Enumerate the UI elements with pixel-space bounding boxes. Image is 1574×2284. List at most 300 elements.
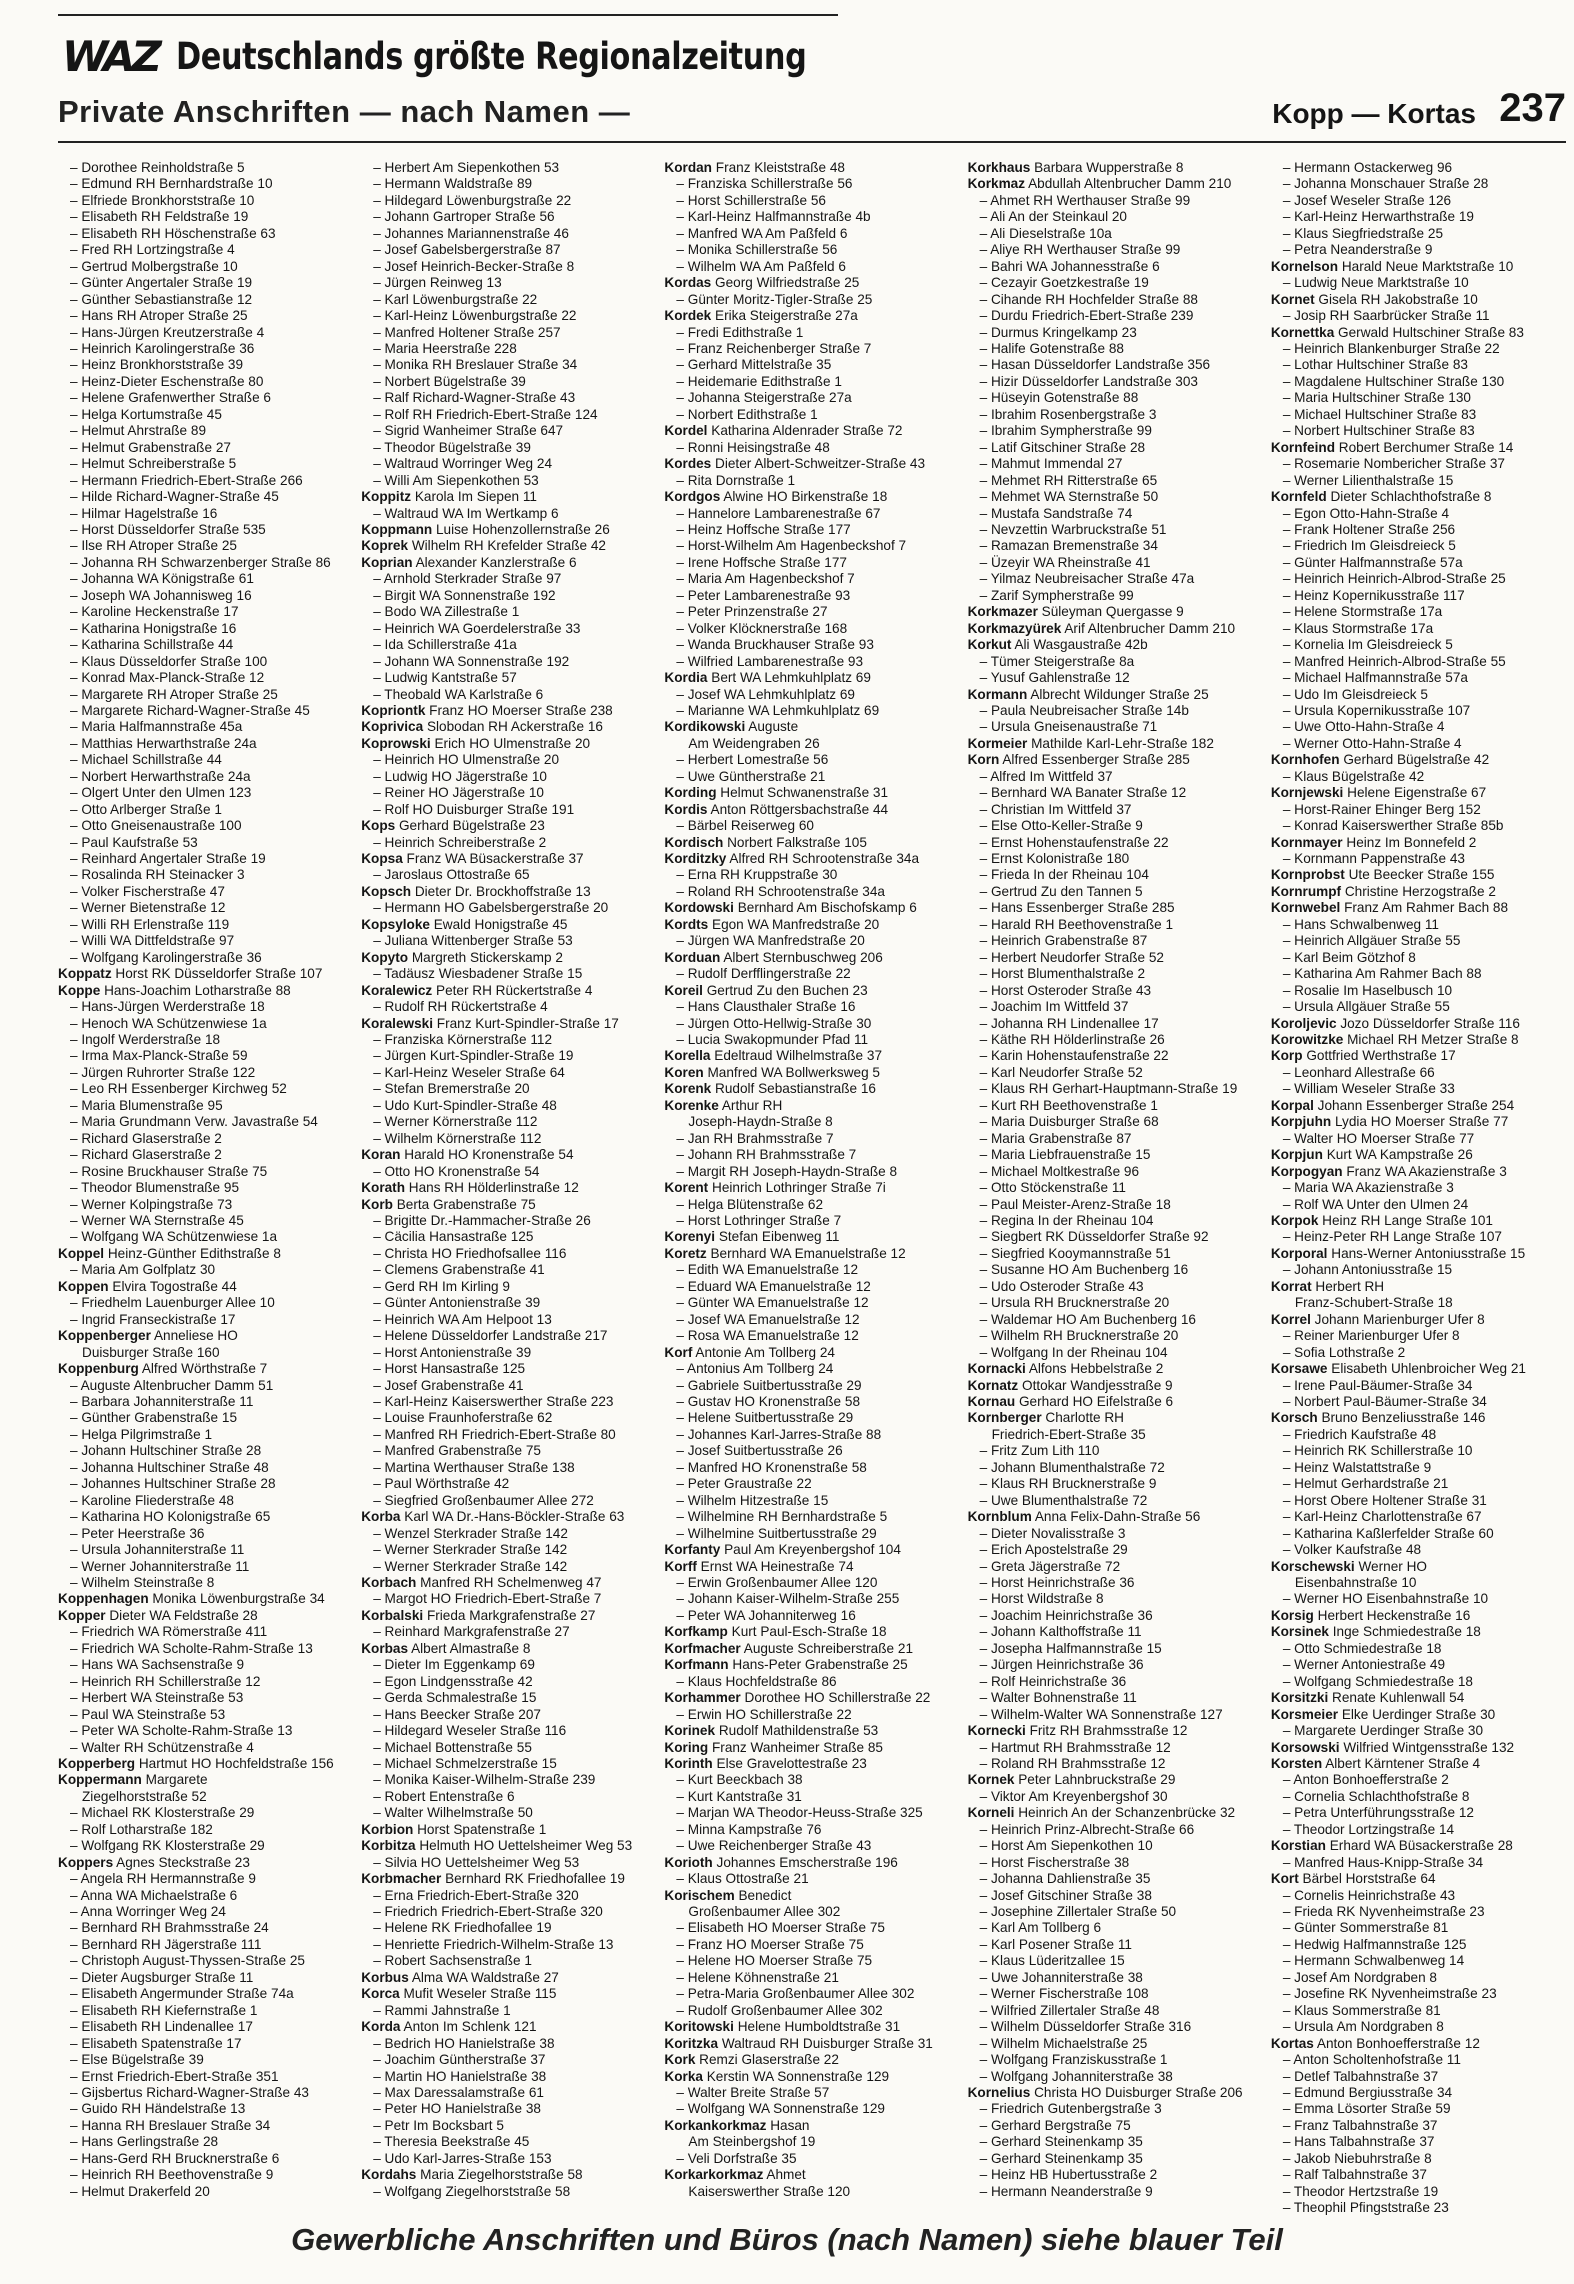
listing-entry <box>58 1262 353 1278</box>
dash-marker: – <box>1282 242 1295 258</box>
dash-marker: – <box>979 801 991 817</box>
dash-marker: – <box>70 1936 82 1952</box>
entry-text: Walter HO Moerser Straße 77 <box>1294 1130 1475 1146</box>
listing-entry <box>968 1394 1263 1410</box>
surname: Korpal <box>1270 1097 1314 1113</box>
surname: Korbion <box>361 1821 414 1837</box>
surname: Kopriontk <box>361 702 426 718</box>
entry-text: Heinrich Allgäuer Straße 55 <box>1294 933 1461 949</box>
dash-marker: – <box>373 1492 385 1508</box>
dash-marker: – <box>979 1048 991 1064</box>
dash-marker: – <box>70 538 82 554</box>
entry-text: Waldemar HO Am Buchenberg 16 <box>990 1311 1196 1327</box>
listing-entry <box>361 1888 656 1904</box>
listing-entry <box>968 193 1263 209</box>
entry-text: Magdalene Hultschiner Straße 130 <box>1294 373 1505 389</box>
listing-entry <box>58 259 353 275</box>
listing-entry <box>968 966 1263 982</box>
listing-entry <box>58 308 353 324</box>
listing-entry <box>361 1509 656 1525</box>
dash-marker: – <box>979 1706 991 1722</box>
dash-marker: – <box>676 538 688 554</box>
listing-entry <box>361 1443 656 1459</box>
entry-text: Franz WA Büsackerstraße 37 <box>406 851 584 867</box>
dash-marker: – <box>979 472 991 488</box>
dash-marker: – <box>70 587 82 603</box>
listing-entry <box>1271 2036 1566 2052</box>
entry-text: Wolfgang WA Schützenwiese 1a <box>81 1229 278 1245</box>
surname: Korsawe <box>1270 1361 1328 1377</box>
dash-marker: – <box>70 686 82 702</box>
dash-marker: – <box>676 225 688 241</box>
listing-entry <box>58 1410 353 1426</box>
listing-entry <box>58 1246 353 1262</box>
entry-text: Zarif Sympherstraße 99 <box>990 587 1134 603</box>
entry-text: Elisabeth RH Feldstraße 19 <box>81 209 249 225</box>
surname: Koppenburg <box>58 1361 139 1377</box>
listing-entry <box>664 1048 959 1064</box>
listing-entry <box>664 950 959 966</box>
surname: Koren <box>664 1064 704 1080</box>
entry-text: Maria Am Golfplatz 30 <box>81 1262 216 1278</box>
dash-marker: – <box>979 2002 991 2018</box>
listing-entry <box>361 1114 656 1130</box>
entry-text: Horst Am Siepenkothen 10 <box>990 1838 1153 1854</box>
entry-text: Michael Halfmannstraße 57a <box>1294 670 1468 686</box>
listing-entry <box>1271 752 1566 768</box>
entry-text: Norbert Paul-Bäumer-Straße 34 <box>1294 1393 1487 1409</box>
entry-text: Willi WA Dittfeldstraße 97 <box>81 933 235 949</box>
listing-entry <box>664 1789 959 1805</box>
entry-text: Edmund Bergiusstraße 34 <box>1294 2085 1453 2101</box>
listing-entry <box>58 1822 353 1838</box>
listing-entry <box>361 1575 656 1591</box>
entry-text: Alfred RH Schrootenstraße 34a <box>729 851 920 867</box>
dash-marker: – <box>70 439 82 455</box>
surname: Kork <box>664 2052 696 2068</box>
entry-text: Paul Wörthstraße 42 <box>384 1476 510 1492</box>
dash-marker: – <box>373 1377 385 1393</box>
entry-text: Günter WA Emanuelstraße 12 <box>687 1295 869 1311</box>
entry-text: Karl-Heinz Weseler Straße 64 <box>384 1064 565 1080</box>
listing-entry <box>1271 818 1566 834</box>
dash-marker: – <box>1282 1854 1295 1870</box>
listing-entry <box>968 1246 1263 1262</box>
surname: Koretz <box>664 1245 707 1261</box>
dash-marker: – <box>1282 1525 1295 1541</box>
entry-text: Peter WA Johanniterweg 16 <box>687 1607 856 1623</box>
dash-marker: – <box>70 1311 82 1327</box>
dash-marker: – <box>70 489 82 505</box>
entry-text: Helmut Drakerfeld 20 <box>81 2183 210 2199</box>
entry-text: Ludwig Kantstraße 57 <box>384 670 517 686</box>
dash-marker: – <box>676 390 688 406</box>
dash-marker: – <box>1282 1953 1295 1969</box>
entry-text: Hermann Ostackerweg 96 <box>1294 160 1453 175</box>
entry-text: Heinz RH Lange Straße 101 <box>1322 1213 1493 1228</box>
dash-marker: – <box>1282 1443 1295 1459</box>
listing-entry <box>361 637 656 653</box>
entry-text: Harald RH Beethovenstraße 1 <box>990 916 1174 932</box>
dash-marker: – <box>1282 587 1295 603</box>
listing-entry <box>58 719 353 735</box>
listing-entry <box>1271 1542 1566 1558</box>
dash-marker: – <box>373 2150 385 2166</box>
dash-marker: – <box>70 324 82 340</box>
listing-entry <box>1271 1740 1566 1756</box>
surname: Korpjuhn <box>1270 1114 1332 1130</box>
name-range: Kopp — Kortas <box>1272 98 1476 129</box>
listing-entry <box>664 176 959 192</box>
surname: Kopperberg <box>58 1755 136 1771</box>
entry-text: Horst Spatenstraße 1 <box>417 1821 547 1837</box>
listing-entry <box>361 2134 656 2150</box>
listing-entry <box>58 1624 353 1640</box>
dash-marker: – <box>1282 390 1295 406</box>
entry-text: Heinz-Dieter Eschenstraße 80 <box>81 373 264 389</box>
listing-entry <box>664 242 959 258</box>
entry-text: Hannelore Lambarenestraße 67 <box>687 505 881 521</box>
listing-entry <box>968 1690 1263 1706</box>
dash-marker: – <box>979 702 991 718</box>
listing-entry <box>58 1608 353 1624</box>
entry-text: Bernhard RH Brahmsstraße 24 <box>81 1920 269 1936</box>
entry-text: Heinz HB Hubertusstraße 2 <box>990 2167 1158 2183</box>
dash-marker: – <box>979 1574 991 1590</box>
listing-entry <box>361 1229 656 1245</box>
listing-entry <box>58 1740 353 1756</box>
dash-marker: – <box>1282 373 1295 389</box>
surname: Korsmeier <box>1270 1706 1339 1722</box>
surname: Korkut <box>967 637 1012 653</box>
listing-entry <box>1271 1147 1566 1163</box>
listing-entry <box>58 292 353 308</box>
entry-text: Dorothee HO Schillerstraße 22 <box>744 1690 931 1706</box>
dash-marker: – <box>373 1295 385 1311</box>
entry-text: Helga Kortumstraße 45 <box>81 406 222 422</box>
entry-text: Dorothee Reinholdstraße 5 <box>81 160 245 175</box>
listing-entry <box>664 341 959 357</box>
entry-text: Udo Osteroder Straße 43 <box>990 1278 1144 1294</box>
listing-entry <box>1271 703 1566 719</box>
listing-entry <box>58 1032 353 1048</box>
entry-text: Michael Hultschiner Straße 83 <box>1294 406 1477 422</box>
dash-marker: – <box>979 1229 991 1245</box>
listing-entry <box>1271 2019 1566 2035</box>
entry-text: Otto HO Kronenstraße 54 <box>384 1163 540 1179</box>
entry-text: Anna Worringer Weg 24 <box>80 1904 226 1920</box>
listing-entry <box>664 1855 959 1871</box>
entry-text: Angela RH Hermannstraße 9 <box>80 1871 256 1887</box>
entry-text: Marianne WA Lehmkuhlplatz 69 <box>687 702 880 718</box>
entry-text: Kurt WA Kampstraße 26 <box>1326 1147 1473 1163</box>
dash-marker: – <box>1282 1344 1295 1360</box>
entry-text: Ernst Hohenstaufenstraße 22 <box>990 834 1169 850</box>
entry-text: Hans-Joachim Lotharstraße 88 <box>104 982 291 998</box>
entry-text: Kurt Kantstraße 31 <box>687 1788 802 1804</box>
entry-text: Konrad Max-Planck-Straße 12 <box>81 670 265 686</box>
listing-entry <box>361 489 656 505</box>
listing-entry <box>1271 341 1566 357</box>
entry-text: Albert Sternbuschweg 206 <box>723 949 883 965</box>
dash-marker: – <box>373 176 385 192</box>
entry-text: Wolfgang Karolingerstraße 36 <box>81 949 262 965</box>
dash-marker: – <box>1282 2183 1294 2199</box>
listing-column <box>664 160 959 2199</box>
listing-entry <box>1271 1789 1566 1805</box>
listing-entry <box>361 473 656 489</box>
dash-marker: – <box>70 1657 82 1673</box>
entry-text: Josepha Halfmannstraße 15 <box>990 1640 1162 1656</box>
listing-entry <box>664 1805 959 1821</box>
dash-marker: – <box>979 1196 991 1212</box>
dash-marker: – <box>70 1097 82 1113</box>
listing-entry <box>968 1542 1263 1558</box>
dash-marker: – <box>979 1854 991 1870</box>
dash-marker: – <box>676 933 688 949</box>
entry-text: Hans RH Hölderlinstraße 12 <box>408 1180 579 1196</box>
listing-entry <box>361 1789 656 1805</box>
listing-entry <box>58 950 353 966</box>
dash-marker: – <box>373 324 385 340</box>
entry-text: Friedrich WA Scholte-Rahm-Straße 13 <box>81 1640 313 1656</box>
entry-text: Werner Fischerstraße 108 <box>990 1986 1149 2002</box>
entry-text: Franz Talbahnstraße 37 <box>1294 2117 1438 2133</box>
dash-marker: – <box>676 1788 688 1804</box>
listing-entry <box>58 2085 353 2101</box>
listing-entry <box>968 374 1263 390</box>
dash-marker: – <box>373 686 385 702</box>
entry-text: Hans-Werner Antoniusstraße 15 <box>1331 1245 1526 1261</box>
dash-marker: – <box>676 1426 688 1442</box>
dash-marker: – <box>979 916 991 932</box>
dash-marker: – <box>373 1213 385 1228</box>
listing-entry <box>1271 2101 1566 2117</box>
dash-marker: – <box>373 768 385 784</box>
listing-entry <box>1271 522 1566 538</box>
entry-text: Henoch WA Schützenwiese 1a <box>81 1015 267 1031</box>
dash-marker: – <box>70 1542 82 1558</box>
listing-entry <box>361 884 656 900</box>
listing-entry <box>1271 736 1566 752</box>
listing-entry <box>361 1098 656 1114</box>
listing-entry <box>58 1460 353 1476</box>
entry-text: Heinrich WA Goerdelerstraße 33 <box>384 620 581 636</box>
listing-entry <box>968 292 1263 308</box>
dash-marker: – <box>70 472 82 488</box>
entry-text: Hilde Richard-Wagner-Straße 45 <box>81 489 279 505</box>
dash-marker: – <box>373 653 385 669</box>
entry-text: Wolfgang Franziskusstraße 1 <box>990 2052 1168 2068</box>
dash-marker: – <box>676 2150 688 2166</box>
entry-text: Ursula Gneisenaustraße 71 <box>990 719 1158 735</box>
surname: Kornmayer <box>1270 834 1343 850</box>
listing-entry <box>58 1805 353 1821</box>
dash-marker: – <box>676 505 688 521</box>
listing-entry <box>968 2167 1263 2183</box>
surname: Kordek <box>664 308 712 324</box>
entry-text: Ursula Allgäuer Straße 55 <box>1294 999 1450 1015</box>
dash-marker: – <box>1282 209 1295 225</box>
listing-entry <box>361 1805 656 1821</box>
entry-text: Jan RH Brahmsstraße 7 <box>687 1130 834 1146</box>
entry-text: Katharina Schillstraße 44 <box>81 637 234 653</box>
listing-entry <box>968 983 1263 999</box>
dash-marker: – <box>979 1920 991 1936</box>
entry-text: Uwe Blumenthalstraße 72 <box>990 1492 1148 1508</box>
listing-entry <box>664 588 959 604</box>
entry-text: Mehmet RH Ritterstraße 65 <box>990 472 1158 488</box>
dash-marker: – <box>979 1213 991 1228</box>
dash-marker: – <box>979 1147 991 1163</box>
entry-text: Theodor Hertzstraße 19 <box>1293 2183 1439 2199</box>
entry-text: Hermann Friedrich-Ebert-Straße 266 <box>81 472 303 488</box>
listing-entry <box>1271 1345 1566 1361</box>
entry-text: Heinz-Günther Edithstraße 8 <box>107 1245 281 1261</box>
entry-text: Ottokar Wandjesstraße 9 <box>1022 1377 1173 1393</box>
entry-text: Johanna WA Königstraße 61 <box>81 571 254 587</box>
dash-marker: – <box>70 2183 82 2199</box>
listing-entry <box>664 193 959 209</box>
entry-text: Johannes Mariannenstraße 46 <box>384 225 569 241</box>
entry-text: Leo RH Essenberger Kirchweg 52 <box>81 1081 287 1097</box>
listing-entry <box>968 950 1263 966</box>
entry-text: Jürgen Kurt-Spindler-Straße 19 <box>384 1048 574 1064</box>
entry-text: Jürgen Otto-Hellwig-Straße 30 <box>687 1015 872 1031</box>
entry-text: Kerstin WA Sonnenstraße 129 <box>706 2068 890 2084</box>
listing-entry <box>968 423 1263 439</box>
entry-text: Nevzettin Warbruckstraße 51 <box>990 521 1167 537</box>
dash-marker: – <box>1282 2002 1295 2018</box>
entry-text: Hilmar Hagelstraße 16 <box>81 505 218 521</box>
listing-entry <box>361 851 656 867</box>
listing-entry <box>1271 1180 1566 1196</box>
entry-text: Gerda Schmalestraße 15 <box>384 1690 537 1706</box>
surname: Korsowski <box>1270 1739 1340 1755</box>
listing-entry <box>664 2052 959 2068</box>
entry-text: Hans Beecker Straße 207 <box>384 1706 541 1722</box>
entry-text: Manfred WA Bollwerksweg 5 <box>707 1064 880 1080</box>
entry-text: Ilse RH Atroper Straße 25 <box>81 538 237 554</box>
dash-marker: – <box>373 209 385 225</box>
surname: Korfkamp <box>664 1624 728 1640</box>
entry-text: Jaroslaus Ottostraße 65 <box>384 867 530 883</box>
listing-entry <box>361 1048 656 1064</box>
entry-text: Heidemarie Edithstraße 1 <box>687 373 842 389</box>
dash-marker: – <box>979 1755 991 1771</box>
listing-entry <box>58 473 353 489</box>
entry-text: Bodo WA Zillestraße 1 <box>384 604 520 620</box>
listing-entry <box>58 621 353 637</box>
entry-text: Irma Max-Planck-Straße 59 <box>81 1048 248 1064</box>
listing-entry <box>1271 1526 1566 1542</box>
listing-entry <box>664 1822 959 1838</box>
dash-marker: – <box>1282 2117 1295 2133</box>
entry-text: Manfred Grabenstraße 75 <box>384 1443 541 1459</box>
dash-marker: – <box>70 1640 82 1656</box>
surname: Kornettka <box>1270 324 1335 340</box>
listing-entry <box>58 571 353 587</box>
listing-entry <box>58 884 353 900</box>
listing-entry <box>664 538 959 554</box>
dash-marker: – <box>676 2101 688 2117</box>
entry-text: Franz Wanheimer Straße 85 <box>711 1739 883 1755</box>
entry-text: Wilhelm Steinstraße 8 <box>81 1574 215 1590</box>
dash-marker: – <box>676 324 688 340</box>
listing-entry <box>58 325 353 341</box>
entry-text: Robert Sachsenstraße 1 <box>384 1953 532 1969</box>
entry-text: Hüseyin Gotenstraße 88 <box>990 390 1139 406</box>
surname: Korneli <box>967 1805 1015 1821</box>
entry-text: Günter Sommerstraße 81 <box>1294 1920 1449 1936</box>
entry-text: Paul WA Steinstraße 53 <box>81 1706 226 1722</box>
entry-text: Johann RH Brahmsstraße 7 <box>687 1147 857 1163</box>
listing-entry <box>664 719 959 735</box>
listing-entry <box>968 1575 1263 1591</box>
entry-text: Helmut Schreiberstraße 5 <box>81 456 237 472</box>
surname: Kornprobst <box>1270 867 1345 883</box>
entry-text: Josef Heinrich-Becker-Straße 8 <box>384 258 575 274</box>
dash-marker: – <box>70 176 82 192</box>
entry-text: Heinrich WA Am Helpoot 13 <box>384 1311 552 1327</box>
listing-entry <box>968 1888 1263 1904</box>
listing-entry <box>664 440 959 456</box>
entry-text: Horst-Wilhelm Am Hagenbeckshof 7 <box>687 538 907 554</box>
dash-marker: – <box>1282 192 1295 208</box>
entry-text: Martina Werthauser Straße 138 <box>384 1459 575 1475</box>
listing-entry <box>664 654 959 670</box>
surname: Korbmacher <box>361 1871 442 1887</box>
entry-text: Norbert Falkstraße 105 <box>727 834 867 850</box>
dash-marker: – <box>70 209 82 225</box>
surname: Kornberger <box>967 1410 1042 1426</box>
entry-text: Dieter Im Eggenkamp 69 <box>384 1657 535 1673</box>
listing-entry <box>1271 308 1566 324</box>
listing-entry <box>664 423 959 439</box>
entry-text: Walter Bohnenstraße 11 <box>990 1690 1137 1706</box>
listing-entry <box>1271 2151 1566 2167</box>
dash-marker: – <box>373 1591 385 1607</box>
dash-marker: – <box>1282 2101 1295 2117</box>
listing-entry <box>58 423 353 439</box>
entry-text: Günter Angertaler Straße 19 <box>81 275 253 291</box>
entry-text: Uwe Johanniterstraße 38 <box>990 1969 1143 1985</box>
entry-text: Paul Kaufstraße 53 <box>81 834 198 850</box>
entry-text: Hartmut HO Hochfeldstraße 156 <box>138 1755 334 1771</box>
entry-text: Hermann HO Gabelsbergerstraße 20 <box>384 900 609 916</box>
entry-text: Karl Posener Straße 11 <box>990 1936 1132 1952</box>
entry-text: Bahri WA Johannesstraße 6 <box>990 258 1160 274</box>
surname: Kornjewski <box>1270 785 1344 801</box>
dash-marker: – <box>979 1607 991 1623</box>
listing-entry <box>1271 670 1566 686</box>
listing-entry <box>968 2052 1263 2068</box>
listing-entry <box>1271 966 1566 982</box>
listing-entry <box>664 1657 959 1673</box>
dash-marker: – <box>979 1673 991 1689</box>
surname: Korkhaus <box>967 160 1031 175</box>
dash-marker: – <box>979 1064 991 1080</box>
entry-text: Gottfried Werthstraße 17 <box>1306 1048 1456 1064</box>
entry-text: Erich HO Ulmenstraße 20 <box>434 735 591 751</box>
entry-text: Helene Grafenwerther Straße 6 <box>81 390 271 406</box>
dash-marker: – <box>676 1706 688 1722</box>
entry-text: Maria WA Akazienstraße 3 <box>1294 1180 1454 1196</box>
entry-text: Wolfgang In der Rheinau 104 <box>990 1344 1168 1360</box>
entry-text: Elisabeth HO Moerser Straße 75 <box>687 1920 885 1936</box>
listing-entry <box>968 1180 1263 1196</box>
entry-text: Roland RH Brahmsstraße 12 <box>990 1755 1166 1771</box>
